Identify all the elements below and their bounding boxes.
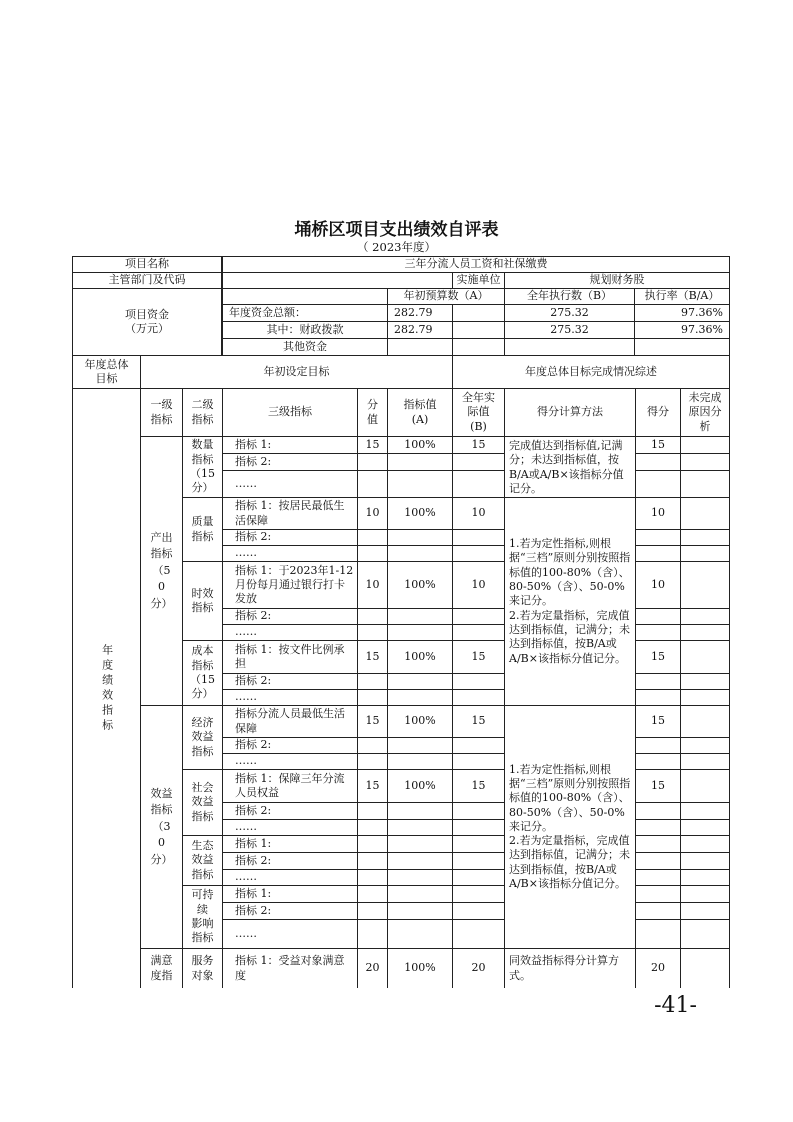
economic-actual: 15 bbox=[452, 705, 505, 738]
other-budget bbox=[387, 338, 453, 356]
timeliness-indicator-1: 指标 1：于2023年1-12月份每月通过银行打卡发放 bbox=[222, 561, 358, 609]
quality-indicators-label: 质量 指标 bbox=[182, 497, 223, 562]
blank-cell bbox=[387, 453, 453, 471]
blank-cell bbox=[680, 529, 730, 546]
blank-cell bbox=[635, 902, 681, 920]
other-blank bbox=[452, 338, 505, 356]
satisfaction-actual: 20 bbox=[452, 948, 505, 988]
impl-unit-value: 规划财务股 bbox=[504, 272, 730, 289]
project-name-value: 三年分流人员工资和社保缴费 bbox=[222, 256, 730, 273]
satisfaction-indicator-1: 指标 1：受益对象满意度 bbox=[222, 948, 358, 988]
blank-cell bbox=[635, 819, 681, 836]
blank-cell bbox=[357, 753, 388, 770]
blank-cell bbox=[680, 835, 730, 853]
blank-cell bbox=[680, 902, 730, 920]
blank-cell bbox=[452, 885, 505, 903]
blank-cell bbox=[387, 689, 453, 706]
cost-indicator-1: 指标 1：按文件比例承担 bbox=[222, 640, 358, 674]
social-indicator-2: 指标 2: bbox=[222, 802, 358, 820]
blank-cell bbox=[387, 737, 453, 754]
blank-cell bbox=[452, 869, 505, 886]
blank-cell bbox=[680, 545, 730, 562]
blank-cell bbox=[452, 737, 505, 754]
quantity-indicator-2: 指标 2: bbox=[222, 453, 358, 471]
reason-header: 未完成 原因分 析 bbox=[680, 388, 730, 437]
document-year: （ 2023年度） bbox=[357, 240, 436, 254]
blank-cell bbox=[635, 545, 681, 562]
blank-cell bbox=[680, 705, 730, 738]
blank-cell bbox=[452, 852, 505, 870]
economic-indicator-more: …… bbox=[222, 753, 358, 770]
quality-indicator-more: …… bbox=[222, 545, 358, 562]
blank-cell bbox=[635, 802, 681, 820]
quality-indicator-1: 指标 1：按居民最低生活保障 bbox=[222, 497, 358, 530]
blank-cell bbox=[635, 885, 681, 903]
blank-cell bbox=[452, 689, 505, 706]
satisfaction-score: 20 bbox=[635, 948, 681, 988]
level2-header: 二级 指标 bbox=[182, 388, 223, 437]
quality-indicator-2: 指标 2: bbox=[222, 529, 358, 546]
benefit-indicators-label: 效益指标（30分） bbox=[140, 705, 183, 949]
blank-cell bbox=[635, 869, 681, 886]
blank-cell bbox=[680, 869, 730, 886]
blank-cell bbox=[452, 545, 505, 562]
quantity-target: 100% bbox=[387, 436, 453, 454]
blank-cell bbox=[452, 624, 505, 641]
other-rate bbox=[634, 338, 730, 356]
social-indicators-label: 社会 效益 指标 bbox=[182, 769, 223, 836]
economic-indicator-1: 指标分流人员最低生活保障 bbox=[222, 705, 358, 738]
economic-target: 100% bbox=[387, 705, 453, 738]
timeliness-score-value: 10 bbox=[357, 561, 388, 609]
blank-cell bbox=[680, 470, 730, 498]
blank-cell bbox=[357, 624, 388, 641]
benefit-method: 1.若为定性指标,则根据“三档”原则分别按照指标值的100-80%（含）、80-50%（含）、50-0%来记分。 2.若为定量指标，完成值达到指标值，记满分；未达到指标值，按B/A或A/B×该指标分值记分。 bbox=[504, 705, 636, 949]
social-score: 15 bbox=[635, 769, 681, 803]
blank-cell bbox=[387, 869, 453, 886]
blank-cell bbox=[680, 689, 730, 706]
blank-cell bbox=[452, 470, 505, 498]
goal-summary-label: 年度总体目标完成情况综述 bbox=[452, 355, 730, 389]
blank-cell bbox=[452, 453, 505, 471]
blank-cell bbox=[452, 802, 505, 820]
blank-cell bbox=[452, 819, 505, 836]
total-exec: 275.32 bbox=[504, 304, 635, 322]
quantity-reason bbox=[680, 436, 730, 454]
actual-header: 全年实 际值 (B) bbox=[452, 388, 505, 437]
sustainability-indicator-more: …… bbox=[222, 919, 358, 949]
project-name-label: 项目名称 bbox=[72, 256, 222, 273]
sustainability-indicators-label: 可持 续 影响 指标 bbox=[182, 885, 223, 949]
blank-cell bbox=[387, 902, 453, 920]
cost-indicators-label: 成本 指标 （15 分） bbox=[182, 640, 223, 706]
blank-cell bbox=[387, 673, 453, 690]
blank-cell bbox=[635, 689, 681, 706]
blank-cell bbox=[357, 869, 388, 886]
blank-cell bbox=[452, 902, 505, 920]
blank-cell bbox=[357, 919, 388, 949]
blank-cell bbox=[357, 802, 388, 820]
blank-cell bbox=[387, 885, 453, 903]
funds-header-blank bbox=[222, 288, 388, 305]
blank-cell bbox=[680, 453, 730, 471]
blank-cell bbox=[680, 624, 730, 641]
timeliness-score: 10 bbox=[635, 561, 681, 609]
economic-score-value: 15 bbox=[357, 705, 388, 738]
quantity-method: 完成值达到指标值,记满分；未达到指标值，按B/A或A/B×该指标分值记分。 bbox=[504, 436, 636, 498]
blank-cell bbox=[680, 819, 730, 836]
fiscal-funds-label: 其中：财政拨款 bbox=[222, 321, 388, 339]
blank-cell bbox=[680, 737, 730, 754]
blank-cell bbox=[357, 902, 388, 920]
blank-cell bbox=[635, 673, 681, 690]
output-indicators-label: 产出指标（50分） bbox=[140, 436, 183, 706]
quality-actual: 10 bbox=[452, 497, 505, 530]
blank-cell bbox=[357, 737, 388, 754]
budget-header: 年初预算数（A） bbox=[387, 288, 505, 305]
rate-header: 执行率（B/A） bbox=[634, 288, 730, 305]
ecology-indicator-2: 指标 2: bbox=[222, 852, 358, 870]
blank-cell bbox=[387, 919, 453, 949]
timeliness-actual: 10 bbox=[452, 561, 505, 609]
blank-cell bbox=[635, 608, 681, 625]
blank-cell bbox=[387, 852, 453, 870]
blank-cell bbox=[452, 608, 505, 625]
blank-cell bbox=[452, 919, 505, 949]
blank-cell bbox=[680, 640, 730, 674]
fiscal-budget: 282.79 bbox=[387, 321, 453, 339]
cost-target: 100% bbox=[387, 640, 453, 674]
other-funds-label: 其他资金 bbox=[222, 338, 388, 356]
blank-cell bbox=[635, 529, 681, 546]
blank-cell bbox=[635, 852, 681, 870]
blank-cell bbox=[680, 852, 730, 870]
total-budget: 282.79 bbox=[387, 304, 453, 322]
fiscal-exec: 275.32 bbox=[504, 321, 635, 339]
blank-cell bbox=[357, 545, 388, 562]
sustainability-indicator-2: 指标 2: bbox=[222, 902, 358, 920]
document-title: 埇桥区项目支出绩效自评表 bbox=[294, 220, 499, 240]
dept-label: 主管部门及代码 bbox=[72, 272, 222, 289]
fiscal-blank bbox=[452, 321, 505, 339]
blank-cell bbox=[357, 673, 388, 690]
blank-cell bbox=[387, 624, 453, 641]
blank-cell bbox=[452, 753, 505, 770]
satisfaction-method: 同效益指标得分计算方式。 bbox=[504, 948, 636, 988]
satisfaction-indicators-label: 满意 度指 bbox=[140, 948, 183, 988]
total-funds-label: 年度资金总额： bbox=[222, 304, 388, 322]
blank-cell bbox=[387, 529, 453, 546]
blank-cell bbox=[452, 673, 505, 690]
cost-score-value: 15 bbox=[357, 640, 388, 674]
funds-label: 项目资金 （万元） bbox=[72, 288, 222, 356]
quantity-indicator-1: 指标 1: bbox=[222, 436, 358, 454]
blank-cell bbox=[680, 497, 730, 530]
blank-cell bbox=[387, 835, 453, 853]
blank-cell bbox=[680, 561, 730, 609]
method-header: 得分计算方法 bbox=[504, 388, 636, 437]
economic-indicators-label: 经济 效益 指标 bbox=[182, 705, 223, 770]
ecology-indicator-1: 指标 1: bbox=[222, 835, 358, 853]
blank-cell bbox=[452, 835, 505, 853]
total-rate: 97.36% bbox=[634, 304, 730, 322]
economic-indicator-2: 指标 2: bbox=[222, 737, 358, 754]
annual-goal-label: 年度总体 目标 bbox=[72, 355, 141, 389]
page-number: -41- bbox=[654, 993, 697, 1018]
blank-cell bbox=[635, 737, 681, 754]
quality-score-value: 10 bbox=[357, 497, 388, 530]
blank-cell bbox=[387, 802, 453, 820]
quantity-actual: 15 bbox=[452, 436, 505, 454]
blank-cell bbox=[387, 545, 453, 562]
quality-score: 10 bbox=[635, 497, 681, 530]
timeliness-indicator-2: 指标 2: bbox=[222, 608, 358, 625]
blank-cell bbox=[387, 470, 453, 498]
blank-cell bbox=[680, 769, 730, 803]
initial-goal-label: 年初设定目标 bbox=[140, 355, 453, 389]
blank-cell bbox=[680, 885, 730, 903]
blank-cell bbox=[680, 919, 730, 949]
score-header: 得分 bbox=[635, 388, 681, 437]
ecology-indicator-more: …… bbox=[222, 869, 358, 886]
blank-cell bbox=[357, 852, 388, 870]
blank-cell bbox=[635, 919, 681, 949]
satisfaction-target: 100% bbox=[387, 948, 453, 988]
blank-cell bbox=[357, 885, 388, 903]
level3-header: 三级指标 bbox=[222, 388, 358, 437]
blank-cell bbox=[680, 753, 730, 770]
ecology-indicators-label: 生态 效益 指标 bbox=[182, 835, 223, 886]
exec-header: 全年执行数（B） bbox=[504, 288, 635, 305]
blank-cell bbox=[452, 529, 505, 546]
quantity-score: 15 bbox=[635, 436, 681, 454]
blank-cell bbox=[357, 453, 388, 471]
blank-cell bbox=[387, 608, 453, 625]
level1-header: 一级 指标 bbox=[140, 388, 183, 437]
blank-cell bbox=[357, 470, 388, 498]
cost-actual: 15 bbox=[452, 640, 505, 674]
output-method: 1.若为定性指标,则根据“三档”原则分别按照指标值的100-80%（含）、80-50%（含）、50-0%来记分。 2.若为定量指标，完成值达到指标值，记满分；未达到指标值，按B/A或A/B×该指标分值记分。 bbox=[504, 497, 636, 706]
blank-cell bbox=[680, 802, 730, 820]
quantity-indicators-label: 数量 指标 （15 分） bbox=[182, 436, 223, 498]
social-indicator-1: 指标 1：保障三年分流人员权益 bbox=[222, 769, 358, 803]
sustainability-indicator-1: 指标 1: bbox=[222, 885, 358, 903]
quantity-indicator-more: …… bbox=[222, 470, 358, 498]
social-score-value: 15 bbox=[357, 769, 388, 803]
blank-cell bbox=[387, 819, 453, 836]
blank-cell bbox=[680, 673, 730, 690]
score-value-header: 分 值 bbox=[357, 388, 388, 437]
cost-indicator-2: 指标 2: bbox=[222, 673, 358, 690]
target-header: 指标值 (A) bbox=[387, 388, 453, 437]
cost-score: 15 bbox=[635, 640, 681, 674]
service-target-label: 服务 对象 bbox=[182, 948, 223, 988]
dept-value bbox=[222, 272, 453, 289]
timeliness-target: 100% bbox=[387, 561, 453, 609]
satisfaction-score-value: 20 bbox=[357, 948, 388, 988]
quantity-score-value: 15 bbox=[357, 436, 388, 454]
total-blank bbox=[452, 304, 505, 322]
blank-cell bbox=[635, 753, 681, 770]
blank-cell bbox=[680, 948, 730, 988]
cost-indicator-more: …… bbox=[222, 689, 358, 706]
blank-cell bbox=[635, 624, 681, 641]
blank-cell bbox=[635, 835, 681, 853]
annual-perf-indicators-label: 年度绩效指标 bbox=[72, 388, 141, 988]
blank-cell bbox=[357, 608, 388, 625]
social-actual: 15 bbox=[452, 769, 505, 803]
quality-target: 100% bbox=[387, 497, 453, 530]
timeliness-indicator-more: …… bbox=[222, 624, 358, 641]
blank-cell bbox=[387, 753, 453, 770]
social-indicator-more: …… bbox=[222, 819, 358, 836]
blank-cell bbox=[357, 689, 388, 706]
fiscal-rate: 97.36% bbox=[634, 321, 730, 339]
economic-score: 15 bbox=[635, 705, 681, 738]
timeliness-indicators-label: 时效 指标 bbox=[182, 561, 223, 641]
blank-cell bbox=[680, 608, 730, 625]
blank-cell bbox=[357, 835, 388, 853]
blank-cell bbox=[635, 453, 681, 471]
other-exec bbox=[504, 338, 635, 356]
social-target: 100% bbox=[387, 769, 453, 803]
blank-cell bbox=[357, 529, 388, 546]
blank-cell bbox=[635, 470, 681, 498]
blank-cell bbox=[357, 819, 388, 836]
impl-unit-label: 实施单位 bbox=[452, 272, 505, 289]
